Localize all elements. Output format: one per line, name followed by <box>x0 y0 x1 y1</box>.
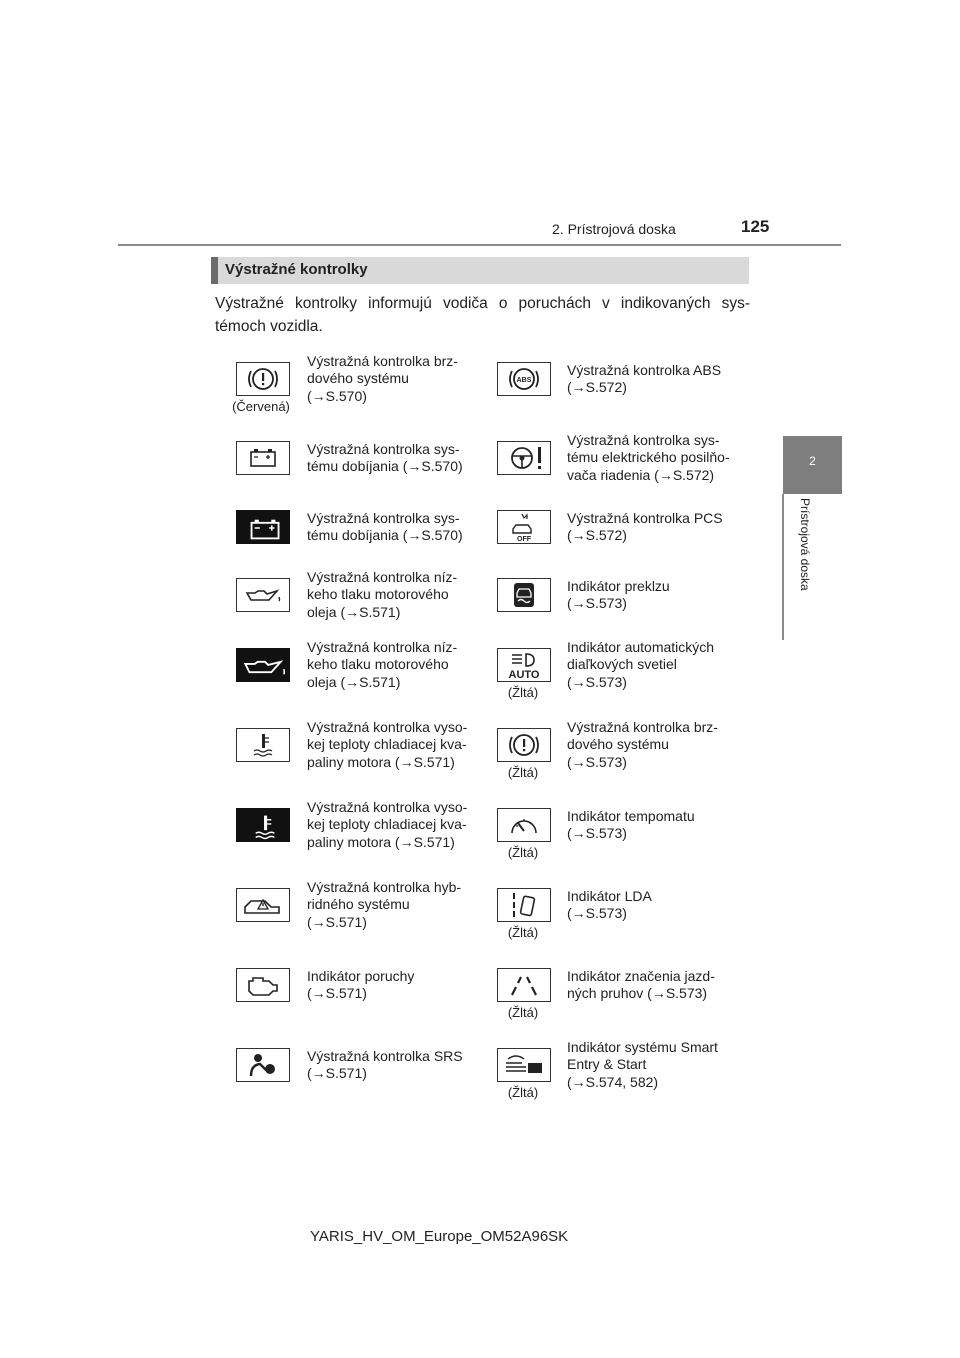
right-indicator-icon-box <box>497 808 551 842</box>
check-engine-icon <box>237 969 289 1001</box>
right-indicator-color: (Žltá) <box>507 1085 539 1100</box>
left-indicator-description <box>307 510 485 545</box>
right-indicator-description <box>567 1039 745 1092</box>
description-line: Výstražná kontrolka vyso- <box>307 798 468 815</box>
description-line: Výstražná kontrolka hyb- <box>307 878 462 895</box>
left-indicator-icon-box <box>236 648 290 682</box>
auto-high-beam-icon <box>498 649 550 681</box>
left-indicator-icon-box <box>236 362 290 396</box>
left-indicator-description <box>307 1048 485 1083</box>
description-line: keho tlaku motorového <box>307 586 449 603</box>
header-rule <box>118 244 841 246</box>
right-indicator-description <box>567 888 745 923</box>
description-line: paliny motora (→S.571) <box>307 753 455 770</box>
chapter-number: 2 <box>809 454 816 468</box>
description-line: paliny motora (→S.571) <box>307 833 455 850</box>
description-line: (→S.571) <box>307 1065 367 1081</box>
right-indicator-icon-box <box>497 362 551 396</box>
description-line: (→S.574, 582) <box>567 1073 659 1090</box>
description-line: (→S.571) <box>307 985 367 1001</box>
description-line: Indikátor automatických <box>567 638 715 655</box>
description-line: Indikátor preklzu <box>567 577 670 594</box>
footer-doc-code: YARIS_HV_OM_Europe_OM52A96SK <box>310 1228 569 1245</box>
description-line: (→S.573) <box>567 753 627 770</box>
section-heading-accent <box>211 257 218 284</box>
description-line: dového systému <box>567 736 669 753</box>
left-indicator-icon-box <box>236 441 290 475</box>
description-line: keho tlaku motorového <box>307 656 449 673</box>
description-line: (→S.572) <box>567 527 627 543</box>
description-line: (→S.571) <box>307 913 367 930</box>
description-line: tému dobíjania (→S.570) <box>307 527 463 543</box>
right-indicator-color: (Žltá) <box>507 845 539 860</box>
cruise-control-icon <box>498 809 550 841</box>
description-line: Indikátor značenia jazd- <box>567 967 715 984</box>
description-line: (→S.573) <box>567 673 627 690</box>
left-indicator-icon-box <box>236 728 290 762</box>
description-line: kej teploty chladiacej kva- <box>307 736 467 753</box>
oil-can-outline-icon <box>237 579 289 611</box>
left-indicator-description <box>307 639 485 692</box>
svg-text:ABS: ABS <box>516 377 532 384</box>
srs-airbag-icon <box>237 1049 289 1081</box>
description-line: Entry & Start <box>567 1056 647 1073</box>
description-line: Výstražná kontrolka ABS <box>567 361 722 378</box>
right-indicator-icon-box <box>497 510 551 544</box>
description-line: oleja (→S.571) <box>307 673 401 690</box>
description-line: (→S.572) <box>567 379 627 395</box>
description-line: (→S.573) <box>567 595 627 611</box>
right-indicator-color: (Žltá) <box>507 685 539 700</box>
description-line: (→S.573) <box>567 905 627 921</box>
description-line: Výstražná kontrolka sys- <box>307 440 460 457</box>
right-indicator-color: (Žltá) <box>507 925 539 940</box>
description-line: Výstražná kontrolka sys- <box>307 509 460 526</box>
right-indicator-description <box>567 578 745 613</box>
abs-warning-icon <box>498 363 550 395</box>
description-line: Výstražná kontrolka brz- <box>307 352 458 369</box>
right-indicator-description <box>567 808 745 843</box>
coolant-temp-outline-icon <box>237 729 289 761</box>
brake-warning-icon <box>237 363 289 395</box>
right-indicator-description <box>567 639 745 692</box>
left-indicator-icon-box <box>236 968 290 1002</box>
left-indicator-icon-box <box>236 888 290 922</box>
right-indicator-description <box>567 432 745 485</box>
left-indicator-description <box>307 441 485 476</box>
description-line: Indikátor systému Smart <box>567 1038 718 1055</box>
description-line: diaľkových svetiel <box>567 656 677 673</box>
description-line: oleja (→S.571) <box>307 603 401 620</box>
section-title: Výstražné kontrolky <box>225 261 368 278</box>
description-line: Výstražná kontrolka PCS <box>567 509 723 526</box>
chapter-tab <box>783 436 842 494</box>
section-intro: Výstražné kontrolky informujú vodiča o poruchách v indikovaných sys- témoch vozidla. <box>215 295 750 335</box>
right-indicator-description <box>567 362 745 397</box>
right-indicator-description <box>567 968 745 1003</box>
description-line: Indikátor tempomatu <box>567 807 695 824</box>
right-indicator-icon-box <box>497 728 551 762</box>
description-line: ných pruhov (→S.573) <box>567 985 708 1001</box>
right-indicator-icon-box <box>497 888 551 922</box>
left-indicator-description <box>307 879 485 932</box>
description-line: tému dobíjania (→S.570) <box>307 458 463 474</box>
right-indicator-icon-box <box>497 1048 551 1082</box>
description-line: kej teploty chladiacej kva- <box>307 816 467 833</box>
brake-warning-icon <box>498 729 550 761</box>
right-indicator-color: (Žltá) <box>507 765 539 780</box>
description-line: Indikátor LDA <box>567 887 652 904</box>
description-line: Výstražná kontrolka níz- <box>307 568 458 585</box>
description-line: (→S.570) <box>307 387 367 404</box>
left-indicator-icon-box <box>236 1048 290 1082</box>
left-indicator-icon-box <box>236 510 290 544</box>
right-indicator-description <box>567 510 745 545</box>
description-line: vača riadenia (→S.572) <box>567 466 715 483</box>
description-line: (→S.573) <box>567 825 627 841</box>
description-line: Indikátor poruchy <box>307 967 415 984</box>
section-heading-bar <box>211 257 749 284</box>
right-indicator-icon-box <box>497 441 551 475</box>
left-indicator-icon-box <box>236 808 290 842</box>
header-section-title: 2. Prístrojová doska <box>552 221 676 237</box>
left-indicator-description <box>307 353 485 406</box>
battery-outline-icon <box>237 442 289 474</box>
left-indicator-color: (Červená) <box>232 399 290 414</box>
coolant-temp-filled-icon <box>237 809 291 843</box>
description-line: tému elektrického posilňo- <box>567 449 730 466</box>
left-indicator-icon-box <box>236 578 290 612</box>
description-line: ridného systému <box>307 896 410 913</box>
description-line: Výstražná kontrolka vyso- <box>307 718 468 735</box>
oil-can-filled-icon <box>237 649 291 683</box>
smart-entry-key-icon <box>498 1049 550 1081</box>
pcs-off-icon <box>498 511 550 543</box>
lane-markings-icon <box>498 969 550 1001</box>
right-indicator-icon-box <box>497 968 551 1002</box>
battery-filled-icon <box>237 511 291 545</box>
slip-indicator-icon <box>498 579 550 611</box>
right-indicator-description <box>567 719 745 772</box>
description-line: Výstražná kontrolka níz- <box>307 638 458 655</box>
right-indicator-icon-box <box>497 648 551 682</box>
right-indicator-color: (Žltá) <box>507 1005 539 1020</box>
description-line: Výstražná kontrolka sys- <box>567 431 720 448</box>
chapter-rule <box>782 494 784 640</box>
chapter-label: Prístrojová doska <box>798 498 812 591</box>
description-line: Výstražná kontrolka brz- <box>567 718 718 735</box>
left-indicator-description <box>307 569 485 622</box>
svg-text:AUTO: AUTO <box>508 669 540 681</box>
left-indicator-description <box>307 799 485 852</box>
description-line: dového systému <box>307 370 409 387</box>
right-indicator-icon-box <box>497 578 551 612</box>
left-indicator-description <box>307 968 485 1003</box>
page-number: 125 <box>741 217 770 236</box>
description-line: Výstražná kontrolka SRS <box>307 1047 463 1064</box>
svg-text:OFF: OFF <box>517 536 531 543</box>
power-steering-warning-icon <box>498 442 550 474</box>
left-indicator-description <box>307 719 485 772</box>
hybrid-system-warning-icon <box>237 889 289 921</box>
lda-indicator-icon <box>498 889 550 921</box>
